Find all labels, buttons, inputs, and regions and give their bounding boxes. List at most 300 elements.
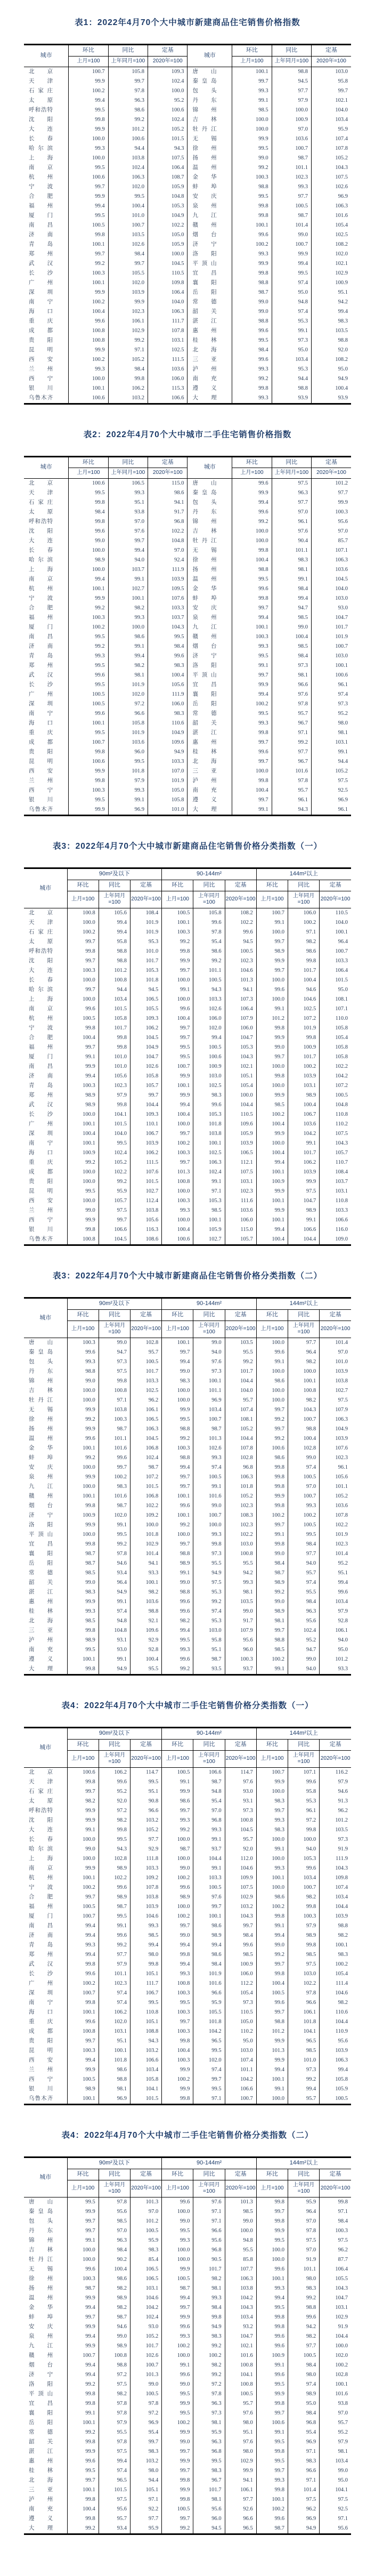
index-value: 96.2 [320, 1806, 351, 1816]
city-name: 重庆 [24, 2017, 67, 2027]
city-name: 呼和浩特 [24, 517, 69, 527]
index-value: 98.5 [232, 106, 272, 115]
index-value: 105.2 [225, 1492, 256, 1501]
index-value: 111.7 [130, 1979, 161, 1989]
city-name: 南宁 [24, 297, 69, 307]
index-value: 100.8 [225, 2361, 256, 2370]
size-category-header: 90-144m² [162, 1728, 257, 1740]
index-value: 111.9 [148, 565, 188, 575]
index-value: 96.6 [272, 680, 311, 690]
city-name: 北京 [24, 67, 69, 77]
index-value: 100.1 [69, 278, 108, 288]
index-value: 103.4 [99, 995, 130, 1004]
index-value: 97.2 [288, 1816, 320, 1825]
table-row [24, 1463, 351, 1472]
index-value: 100.4 [99, 2265, 130, 2274]
index-value: 96.0 [193, 2514, 225, 2524]
index-value: 99.9 [288, 1177, 320, 1187]
index-value: 106.4 [320, 966, 351, 976]
index-value: 100.3 [69, 786, 108, 795]
index-value: 99.2 [67, 1158, 99, 1168]
index-value: 93.4 [99, 2524, 130, 2534]
table-row [24, 966, 351, 976]
index-value: 99.7 [162, 1348, 193, 1357]
index-value: 105.8 [320, 2075, 351, 2084]
index-value: 97.5 [288, 1960, 320, 1969]
size-category-header: 90m²及以下 [67, 1298, 162, 1310]
index-value: 98.7 [99, 1501, 130, 1511]
table-row [24, 1636, 351, 1645]
index-value: 100.1 [232, 67, 272, 77]
index-value: 101.5 [130, 2094, 161, 2105]
city-column-header: 城市 [24, 45, 69, 67]
index-value: 102.9 [108, 326, 148, 336]
index-value: 100.7 [225, 2094, 256, 2105]
index-value: 101.2 [320, 1816, 351, 1825]
table-row [24, 1607, 351, 1616]
index-value: 94.1 [225, 2476, 256, 2485]
table-row [24, 278, 351, 288]
index-value: 103.1 [288, 1081, 320, 1091]
index-value: 103.5 [225, 1338, 256, 1348]
index-value: 103.8 [225, 2284, 256, 2293]
index-value: 97.7 [288, 1549, 320, 1559]
index-value: 107.8 [320, 1511, 351, 1520]
index-value: 99.7 [67, 2313, 99, 2322]
table-row [24, 1931, 351, 1941]
index-value: 99.8 [232, 384, 272, 393]
index-value: 99.5 [69, 728, 108, 738]
index-value: 100.1 [312, 661, 351, 671]
index-value: 99.7 [67, 2217, 99, 2226]
index-value: 104.6 [225, 1864, 256, 1873]
index-value: 99.6 [256, 2370, 288, 2380]
index-value: 99.0 [162, 1578, 193, 1588]
index-value: 99.8 [99, 1033, 130, 1043]
index-value: 97.2 [193, 2380, 225, 2389]
index-value: 99.2 [193, 2370, 225, 2380]
base-period-header: 2020年=100 [312, 56, 351, 67]
base-period-header: 上年同月=100 [99, 1750, 130, 1768]
city-name: 南昌 [24, 1921, 67, 1931]
index-value: 99.1 [108, 642, 148, 651]
index-value: 103.4 [320, 1597, 351, 1607]
index-value: 103.0 [225, 1540, 256, 1549]
city-name: 常德 [24, 1568, 67, 1578]
index-value: 103.6 [312, 565, 351, 575]
index-value: 99.9 [162, 2265, 193, 2274]
index-value: 101.4 [288, 2485, 320, 2495]
index-value: 99.1 [193, 1835, 225, 1845]
base-period-header: 2020年=100 [130, 2180, 161, 2197]
index-value: 93.3 [130, 1568, 161, 1578]
index-value: 99.3 [193, 1825, 225, 1835]
index-value: 94.4 [272, 374, 311, 384]
city-name: 唐山 [24, 2197, 67, 2208]
index-value: 100.0 [162, 2207, 193, 2217]
index-value: 98.9 [99, 2341, 130, 2351]
index-value: 99.4 [232, 498, 272, 508]
index-value: 100.0 [193, 1520, 225, 1530]
index-value: 108.2 [225, 908, 256, 919]
table-row [24, 393, 351, 404]
index-value: 101.7 [130, 2341, 161, 2351]
city-name: 徐州 [24, 2274, 67, 2284]
index-value: 98.1 [193, 2495, 225, 2505]
city-name: 三亚 [24, 1626, 67, 1636]
index-value: 98.4 [108, 249, 148, 259]
city-name: 扬州 [188, 565, 232, 575]
index-value: 100.7 [162, 1062, 193, 1072]
index-value: 99.9 [67, 1520, 99, 1530]
index-value: 93.8 [320, 2399, 351, 2409]
city-column-header: 城市 [24, 456, 69, 479]
index-value: 92.0 [225, 1845, 256, 1854]
index-value: 100.4 [312, 384, 351, 393]
index-value: 98.2 [193, 2274, 225, 2284]
index-value: 100.5 [67, 2075, 99, 2084]
city-name: 沈阳 [24, 527, 69, 536]
index-value: 108.6 [130, 1235, 161, 1245]
index-value: 99.4 [256, 2065, 288, 2075]
index-value: 95.6 [288, 1616, 320, 1626]
index-value: 110.9 [320, 2027, 351, 2036]
index-value: 99.3 [69, 144, 108, 154]
table-row [24, 211, 351, 221]
index-value: 99.9 [256, 1206, 288, 1215]
metric-header: 同比 [193, 1309, 225, 1321]
index-value: 100.1 [320, 1941, 351, 1950]
base-period-header: 上年同月=100 [193, 1750, 225, 1768]
index-value: 99.6 [193, 1100, 225, 1110]
index-value: 100.7 [193, 1415, 225, 1424]
city-name: 银川 [24, 384, 69, 393]
index-value: 104.0 [320, 918, 351, 928]
index-value: 100.1 [67, 1873, 99, 1883]
table-row [24, 1492, 351, 1501]
index-value: 99.5 [148, 632, 188, 642]
base-period-header: 上年同月=100 [288, 891, 320, 908]
index-value: 108.1 [320, 995, 351, 1004]
index-value: 93.1 [225, 1797, 256, 1806]
index-value: 99.5 [162, 1998, 193, 2008]
index-value: 103.4 [312, 115, 351, 125]
index-value: 105.1 [130, 2485, 161, 2495]
index-value: 106.3 [130, 1424, 161, 1434]
index-value: 100.5 [67, 1014, 99, 1024]
city-name: 襄阳 [24, 2409, 67, 2418]
index-value: 100.8 [99, 1386, 130, 1396]
index-value: 103.8 [193, 1129, 225, 1139]
index-value: 99.7 [162, 966, 193, 976]
city-name: 泸州 [24, 1636, 67, 1645]
index-value: 98.0 [288, 2370, 320, 2380]
index-value: 99.8 [288, 1033, 320, 1043]
index-value: 95.2 [148, 96, 188, 106]
city-name: 无锡 [24, 1405, 67, 1415]
index-value: 103.8 [130, 1206, 161, 1215]
index-value: 102.8 [99, 1854, 130, 1864]
index-value: 99.8 [69, 230, 108, 240]
table-title: 表4：2022年4月70个大中城市二手住宅销售价格分类指数（二） [61, 2131, 314, 2140]
size-category-header: 144m²以上 [256, 868, 351, 880]
index-value: 99.4 [67, 1072, 99, 1081]
index-value: 95.4 [288, 2428, 320, 2437]
table-row [24, 527, 351, 536]
index-value: 98.5 [67, 1568, 99, 1578]
index-value: 103.4 [288, 1873, 320, 1883]
index-value: 111.9 [148, 690, 188, 699]
index-value: 110.5 [225, 1110, 256, 1120]
city-name: 金华 [188, 173, 232, 182]
index-value: 106.2 [99, 2008, 130, 2017]
index-value: 97.9 [320, 2437, 351, 2447]
table-row [24, 956, 351, 966]
index-value: 100.0 [232, 767, 272, 776]
index-value: 102.5 [288, 1004, 320, 1014]
index-value: 100.3 [162, 1148, 193, 1158]
city-name: 遵义 [24, 2514, 67, 2524]
index-value: 99.7 [162, 1024, 193, 1033]
index-value: 99.2 [69, 603, 108, 613]
index-value: 95.7 [288, 2094, 320, 2105]
index-value: 104.3 [148, 623, 188, 632]
index-value: 99.8 [69, 776, 108, 786]
index-value: 103.2 [108, 393, 148, 404]
base-period-header: 上月=100 [256, 1750, 288, 1768]
index-value: 106.5 [130, 1415, 161, 1424]
index-value: 101.5 [99, 1004, 130, 1014]
index-value: 103.6 [108, 738, 148, 747]
index-value: 93.0 [225, 1787, 256, 1797]
index-value: 94.5 [193, 2524, 225, 2534]
index-value: 99.9 [67, 1597, 99, 1607]
index-value: 106.1 [320, 1626, 351, 1636]
index-value: 99.7 [67, 2036, 99, 2046]
index-value: 99.7 [162, 1921, 193, 1931]
city-name: 岳阳 [24, 2418, 67, 2428]
index-value: 97.9 [320, 1607, 351, 1616]
table-row [24, 2351, 351, 2361]
index-value: 97.8 [99, 1549, 130, 1559]
index-value: 100.1 [193, 1215, 225, 1225]
index-value: 100.1 [193, 1139, 225, 1148]
city-name: 沈阳 [24, 115, 69, 125]
index-value: 103.7 [108, 565, 148, 575]
city-name: 温州 [24, 1434, 67, 1444]
index-value: 111.7 [148, 317, 188, 326]
index-value: 102.2 [225, 1530, 256, 1540]
city-name: 惠州 [188, 738, 232, 747]
city-name: 哈尔滨 [24, 144, 69, 154]
city-name: 南充 [188, 374, 232, 384]
city-name: 湛江 [24, 2447, 67, 2457]
index-value: 92.5 [312, 786, 351, 795]
city-name: 九江 [24, 1482, 67, 1492]
index-value: 99.9 [69, 767, 108, 776]
index-value: 99.9 [256, 2036, 288, 2046]
index-value: 99.6 [67, 2265, 99, 2274]
index-value: 107.0 [148, 767, 188, 776]
index-value: 99.7 [108, 536, 148, 546]
index-value: 98.2 [108, 661, 148, 671]
city-name: 南京 [24, 1864, 67, 1873]
index-value: 99.4 [67, 1950, 99, 1960]
index-value: 97.8 [99, 2437, 130, 2447]
index-value: 102.4 [148, 115, 188, 125]
table-row [24, 1348, 351, 1357]
index-value: 94.0 [288, 1845, 320, 1854]
index-value: 104.4 [130, 1100, 161, 1110]
metric-header: 同比 [108, 456, 148, 468]
index-value: 97.4 [272, 307, 311, 317]
index-value: 107.5 [148, 154, 188, 163]
city-name: 无锡 [188, 134, 232, 144]
index-value: 94.9 [193, 2322, 225, 2332]
index-value: 99.4 [67, 1921, 99, 1931]
index-value: 99.9 [162, 2313, 193, 2322]
index-value: 103.4 [272, 355, 311, 365]
price-index-table [24, 2156, 351, 2535]
index-value: 99.5 [108, 192, 148, 202]
index-value: 104.3 [225, 2303, 256, 2313]
city-name: 长春 [24, 546, 69, 556]
index-value: 96.1 [312, 680, 351, 690]
city-name: 包头 [188, 86, 232, 96]
table-row [24, 805, 351, 816]
index-value: 98.4 [288, 2409, 320, 2418]
index-value: 99.1 [67, 2409, 99, 2418]
index-value: 98.3 [288, 2284, 320, 2293]
base-period-header: 上月=100 [256, 891, 288, 908]
index-value: 100.0 [256, 1787, 288, 1797]
index-value: 99.4 [67, 2370, 99, 2380]
index-value: 105.3 [288, 1854, 320, 1864]
index-value: 99.1 [256, 1664, 288, 1675]
index-value: 105.2 [99, 1158, 130, 1168]
index-value: 99.4 [256, 1225, 288, 1235]
table-row [24, 1941, 351, 1950]
index-value: 104.5 [148, 259, 188, 269]
index-value: 100.2 [162, 2075, 193, 2084]
index-value: 99.5 [67, 1645, 99, 1655]
table4b-section [24, 2129, 351, 2535]
index-value: 99.0 [130, 2380, 161, 2389]
index-value: 100.0 [256, 1338, 288, 1348]
index-value: 104.9 [148, 211, 188, 221]
index-value: 96.9 [193, 1396, 225, 1405]
index-value: 104.0 [312, 584, 351, 594]
index-value: 95.3 [193, 1588, 225, 1597]
city-name: 杭州 [24, 1873, 67, 1883]
index-value: 95.0 [320, 1645, 351, 1655]
index-value: 92.0 [312, 345, 351, 355]
index-value: 95.7 [272, 786, 311, 795]
table-row [24, 690, 351, 699]
index-value: 99.9 [232, 488, 272, 498]
index-value: 101.8 [99, 2056, 130, 2065]
index-value: 99.9 [232, 259, 272, 269]
index-value: 99.0 [272, 623, 311, 632]
city-name: 丹东 [24, 2226, 67, 2236]
city-name: 洛阳 [188, 661, 232, 671]
index-value: 99.8 [232, 594, 272, 603]
index-value: 105.8 [148, 795, 188, 805]
index-value: 99.4 [67, 1931, 99, 1941]
city-name: 韶关 [24, 2437, 67, 2447]
index-value: 99.3 [162, 2236, 193, 2245]
index-value: 97.7 [225, 2495, 256, 2505]
index-value: 101.9 [288, 1024, 320, 1033]
metric-header: 定基 [225, 2169, 256, 2180]
index-value: 99.4 [288, 2084, 320, 2094]
base-period-header: 上年同月=100 [288, 1750, 320, 1768]
index-value: 98.6 [193, 1950, 225, 1960]
index-value: 101.5 [130, 1177, 161, 1187]
index-value: 100.5 [193, 1043, 225, 1052]
index-value: 99.2 [67, 1415, 99, 1424]
index-value: 99.9 [162, 1091, 193, 1100]
table-row [24, 326, 351, 336]
index-value: 94.5 [225, 937, 256, 947]
index-value: 103.8 [108, 154, 148, 163]
index-value: 98.9 [67, 1100, 99, 1110]
table-row [24, 508, 351, 517]
index-value: 98.3 [130, 2447, 161, 2457]
index-value: 100.0 [67, 918, 99, 928]
index-value: 100.7 [288, 1415, 320, 1424]
index-value: 98.4 [148, 642, 188, 651]
index-value: 98.9 [256, 947, 288, 956]
city-name: 遵义 [188, 384, 232, 393]
index-value: 95.2 [320, 1559, 351, 1568]
index-value: 115.3 [148, 384, 188, 393]
index-value: 101.9 [320, 1530, 351, 1540]
index-value: 100.0 [232, 527, 272, 536]
index-value: 95.7 [225, 1835, 256, 1845]
index-value: 99.4 [67, 2332, 99, 2341]
index-value: 111.5 [148, 355, 188, 365]
index-value: 102.3 [225, 1501, 256, 1511]
index-value: 100.0 [256, 1854, 288, 1864]
index-value: 101.2 [99, 966, 130, 976]
index-value: 97.8 [108, 86, 148, 96]
index-value: 101.8 [130, 976, 161, 985]
index-value: 105.3 [193, 1196, 225, 1206]
index-value: 97.0 [148, 546, 188, 556]
index-value: 100.9 [256, 1177, 288, 1187]
index-value: 95.8 [312, 77, 351, 86]
index-value: 97.1 [193, 2207, 225, 2217]
index-value: 99.8 [256, 2313, 288, 2322]
table-row [24, 230, 351, 240]
index-value: 96.9 [312, 795, 351, 805]
index-value: 99.3 [256, 2476, 288, 2485]
table-row [24, 2207, 351, 2217]
index-value: 97.0 [288, 2217, 320, 2226]
index-value: 100.0 [162, 995, 193, 1004]
index-value: 98.7 [193, 1655, 225, 1664]
index-value: 99.5 [232, 575, 272, 584]
index-value: 95.8 [193, 1636, 225, 1645]
index-value: 99.2 [69, 259, 108, 269]
index-value: 106.0 [225, 1215, 256, 1225]
metric-header: 环比 [162, 2169, 193, 2180]
city-name: 青岛 [24, 1941, 67, 1950]
index-value: 105.6 [320, 1472, 351, 1482]
index-value: 97.6 [225, 1777, 256, 1787]
city-name: 吉林 [188, 115, 232, 125]
